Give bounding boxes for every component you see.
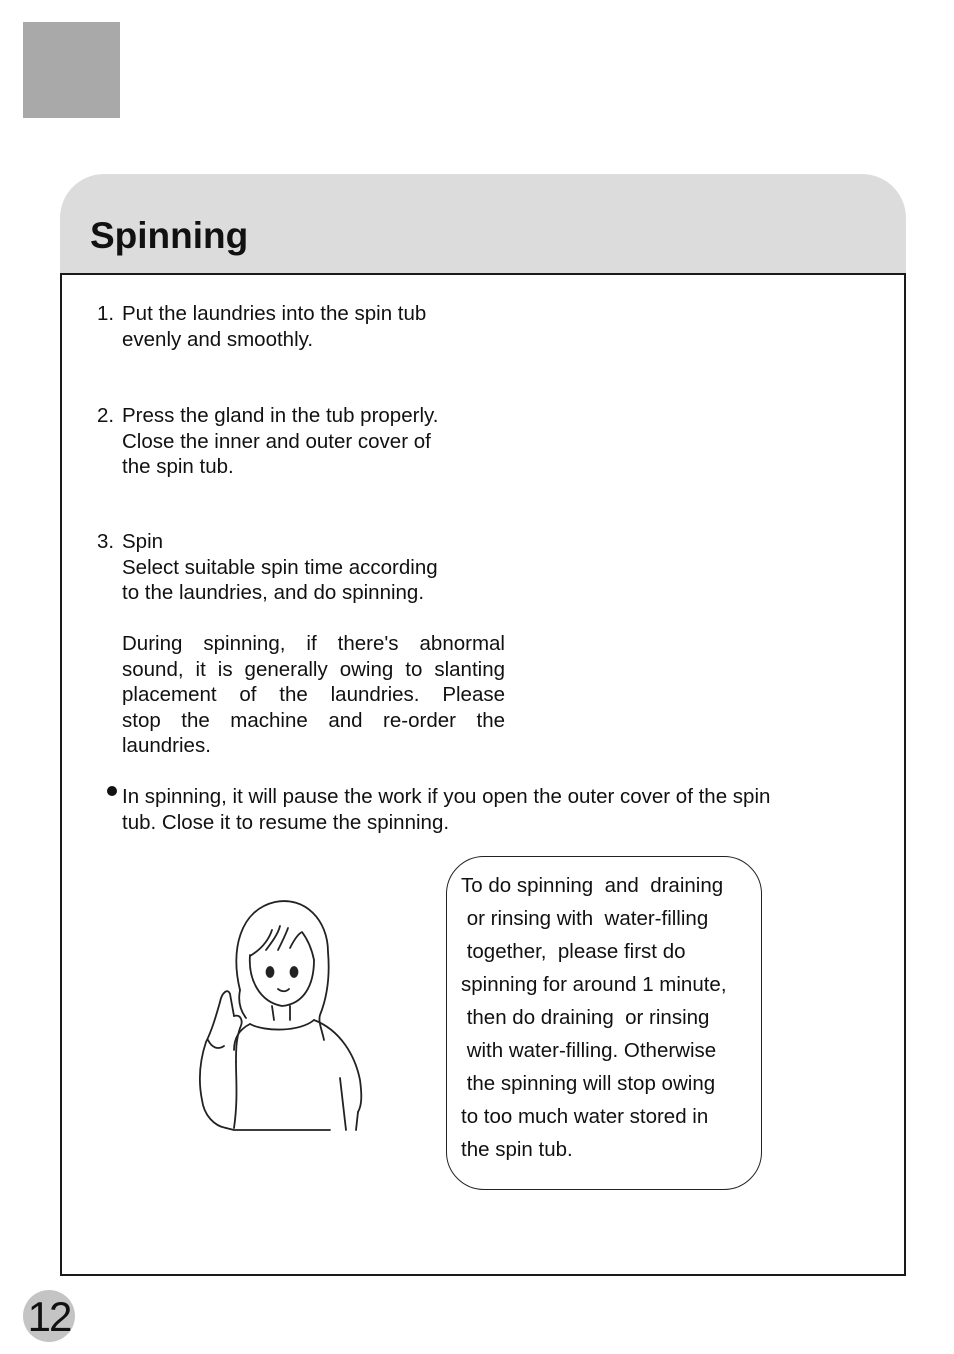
bullet-line: tub. Close it to resume the spinning. (122, 810, 450, 834)
step-text (122, 301, 426, 352)
paragraph-line: sound, it is generally owing to slanting (122, 657, 505, 681)
step-line: to the laundries, and do spinning. (122, 581, 425, 604)
bullet-icon (107, 786, 117, 796)
step-text (122, 403, 438, 480)
paragraph-line: laundries. (122, 734, 211, 757)
step-number: 1. (97, 302, 115, 325)
callout-line: with water-filling. Otherwise (461, 1039, 717, 1062)
paragraph-line: stop the machine and re-order the (122, 708, 505, 732)
callout-line: the spinning will stop owing (461, 1072, 716, 1095)
callout-line: the spin tub. (461, 1138, 573, 1161)
callout-line: then do draining or rinsing (461, 1006, 710, 1029)
callout-line: or rinsing with water-filling (461, 907, 709, 930)
bullet-line: In spinning, it will pause the work if you open the outer cover of the spin (122, 785, 771, 808)
corner-tab-marker (23, 22, 120, 118)
bullet-note (122, 784, 770, 835)
step-line: Press the gland in the tub properly. (122, 404, 439, 427)
step-line: Spin (122, 530, 164, 553)
paragraph-line: placement of the laundries. Please (122, 683, 505, 706)
paragraph-line: During spinning, if there's abnormal (122, 632, 505, 655)
step-line: evenly and smoothly. (122, 327, 314, 351)
step-text (122, 529, 438, 606)
page-number: 12 (27, 1293, 71, 1340)
step-line: Close the inner and outer cover of (122, 429, 431, 453)
callout-line: To do spinning and draining (461, 874, 724, 897)
abnormal-sound-paragraph (122, 631, 505, 759)
callout-line: together, please first do (461, 940, 686, 963)
step-line: Select suitable spin time according (122, 555, 438, 579)
step-line: Put the laundries into the spin tub (122, 302, 427, 325)
woman-pointing-illustration (190, 890, 380, 1140)
callout-line: spinning for around 1 minute, (461, 973, 727, 996)
callout-line: to too much water stored in (461, 1105, 709, 1128)
step-number: 3. (97, 530, 115, 553)
step-number: 2. (97, 404, 115, 427)
section-title: Spinning (90, 215, 249, 256)
step-line: the spin tub. (122, 455, 234, 478)
